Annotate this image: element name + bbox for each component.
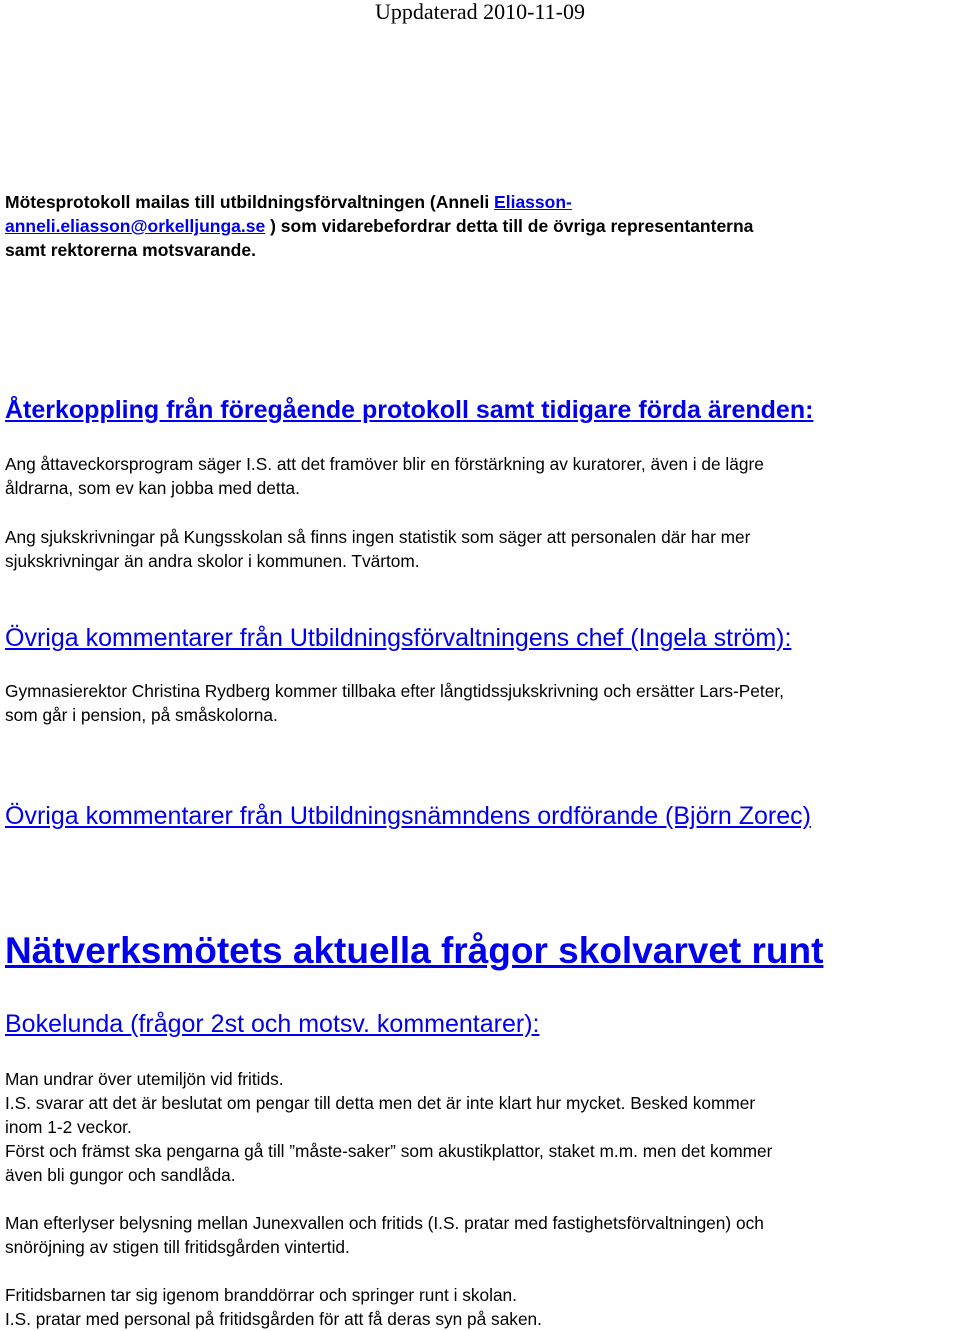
text-line: Först och främst ska pengarna gå till ”måste-saker” som akustikplattor, staket m.m. men det kommer xyxy=(5,1141,773,1161)
bokelunda-body xyxy=(5,1067,955,1331)
header-date: Uppdaterad 2010-11-09 xyxy=(375,0,585,24)
text-line: Man undrar över utemiljön vid fritids. xyxy=(5,1069,284,1089)
text-line: inom 1-2 veckor. xyxy=(5,1117,132,1137)
email-link[interactable]: anneli.eliasson@orkelljunga.se xyxy=(5,216,266,236)
blank-line xyxy=(5,1187,955,1211)
feedback-paragraph-1 xyxy=(5,452,955,500)
text-line: sjukskrivningar än andra skolor i kommunen. Tvärtom. xyxy=(5,551,420,571)
text-line: Man efterlyser belysning mellan Junexvallen och fritids (I.S. pratar med fastighetsförvaltningen) och xyxy=(5,1213,764,1233)
intro-text-cont: ) som vidarebefordrar detta till de övriga representanterna xyxy=(265,216,754,236)
intro-paragraph xyxy=(5,190,955,262)
text-line: Gymnasierektor Christina Rydberg kommer tillbaka efter långtidssjukskrivning och ersätter Lars-Peter, xyxy=(5,681,784,701)
text-line: I.S. pratar med personal på fritidsgården för att få deras syn på saken. xyxy=(5,1309,542,1329)
bokelunda-heading: Bokelunda (frågor 2st och motsv. kommentarer): xyxy=(5,1010,540,1038)
text-line: som går i pension, på småskolorna. xyxy=(5,705,278,725)
text-line: Ang åttaveckorsprogram säger I.S. att det framöver blir en förstärkning av kuratorer, även i de lägre xyxy=(5,454,764,474)
text-line: snöröjning av stigen till fritidsgården vintertid. xyxy=(5,1237,350,1257)
email-link-part1[interactable]: Eliasson- xyxy=(494,192,572,212)
chief-comments-heading: Övriga kommentarer från Utbildningsförvaltningens chef (Ingela ström): xyxy=(5,624,792,652)
text-line: I.S. svarar att det är beslutat om pengar till detta men det är inte klart hur mycket. Besked kommer xyxy=(5,1093,756,1113)
network-heading: Nätverksmötets aktuella frågor skolvarvet runt xyxy=(5,930,824,971)
intro-text: Mötesprotokoll mailas till utbildningsförvaltningen (Anneli xyxy=(5,192,495,212)
intro-text-end: samt rektorerna motsvarande. xyxy=(5,240,256,260)
feedback-paragraph-2 xyxy=(5,525,955,573)
text-line: Fritidsbarnen tar sig igenom branddörrar och springer runt i skolan. xyxy=(5,1285,517,1305)
text-line: Ang sjukskrivningar på Kungsskolan så finns ingen statistik som säger att personalen där har mer xyxy=(5,527,751,547)
blank-line xyxy=(5,1259,955,1283)
text-line: åldrarna, som ev kan jobba med detta. xyxy=(5,478,300,498)
chief-comments-paragraph xyxy=(5,679,955,727)
text-line: även bli gungor och sandlåda. xyxy=(5,1165,236,1185)
chair-comments-heading: Övriga kommentarer från Utbildningsnämndens ordförande (Björn Zorec) xyxy=(5,802,811,830)
feedback-heading: Återkoppling från föregående protokoll samt tidigare förda ärenden: xyxy=(5,396,814,424)
